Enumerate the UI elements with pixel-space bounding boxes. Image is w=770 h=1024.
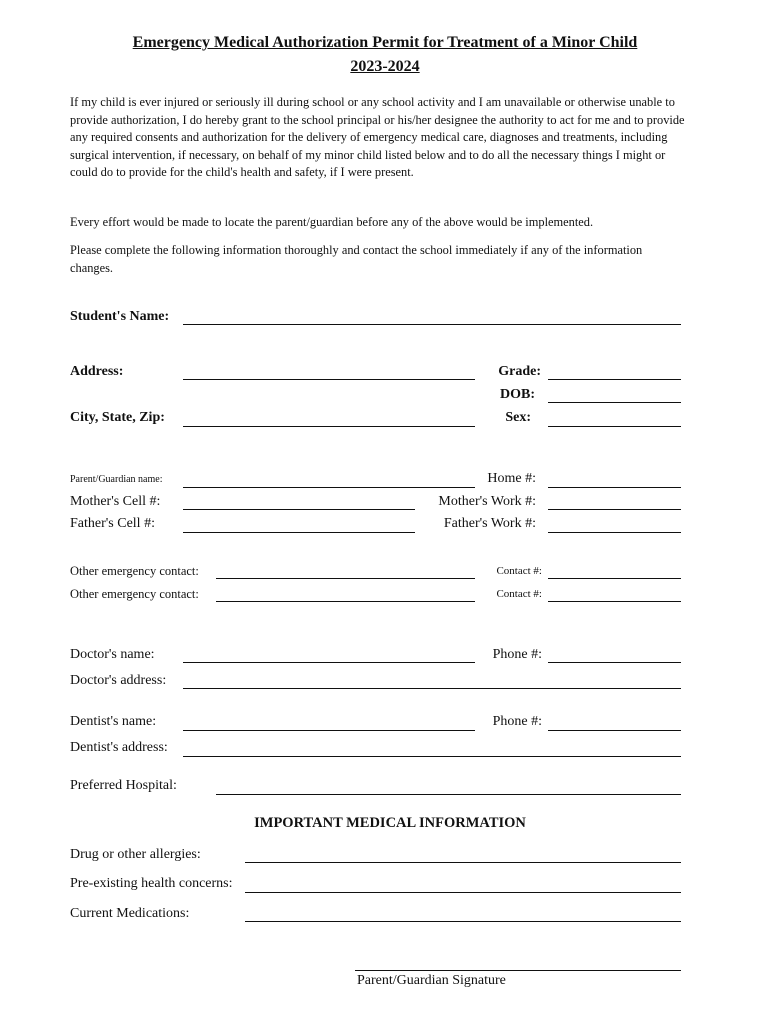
doctor-phone-field[interactable]: [548, 662, 681, 663]
mothers-cell-field[interactable]: [183, 509, 415, 510]
preferred-hospital-label: Preferred Hospital:: [70, 778, 177, 793]
other-emergency-contact-2-field[interactable]: [216, 601, 475, 602]
health-concerns-field[interactable]: [245, 892, 681, 893]
parent-guardian-name-field[interactable]: [183, 487, 475, 488]
mothers-cell-label: Mother's Cell #:: [70, 494, 161, 509]
allergies-field[interactable]: [245, 862, 681, 863]
contact-1-label: Contact #:: [496, 565, 542, 577]
address-field[interactable]: [183, 379, 475, 380]
dentists-name-label: Dentist's name:: [70, 714, 157, 729]
dob-label: DOB:: [500, 387, 535, 402]
medications-label: Current Medications:: [70, 906, 190, 921]
health-concerns-label: Pre-existing health concerns:: [70, 876, 233, 891]
doctors-name-field[interactable]: [183, 662, 475, 663]
dentists-address-label: Dentist's address:: [70, 740, 168, 755]
other-emergency-contact-1-label: Other emergency contact:: [70, 564, 199, 578]
home-phone-label: Home #:: [487, 471, 536, 486]
signature-label: Parent/Guardian Signature: [357, 973, 506, 988]
doctors-address-label: Doctor's address:: [70, 673, 167, 688]
medical-info-heading: IMPORTANT MEDICAL INFORMATION: [254, 815, 526, 831]
fathers-work-field[interactable]: [548, 532, 681, 533]
doctor-phone-label: Phone #:: [492, 647, 542, 662]
grade-field[interactable]: [548, 379, 681, 380]
city-state-zip-field[interactable]: [183, 426, 475, 427]
sex-field[interactable]: [548, 426, 681, 427]
dentists-address-field[interactable]: [183, 756, 681, 757]
student-name-field[interactable]: [183, 324, 681, 325]
fathers-cell-field[interactable]: [183, 532, 415, 533]
contact-1-field[interactable]: [548, 578, 681, 579]
doctors-address-field[interactable]: [183, 688, 681, 689]
fathers-cell-label: Father's Cell #:: [70, 516, 155, 531]
student-name-label: Student's Name:: [70, 309, 170, 324]
form-year: 2023-2024: [350, 58, 420, 75]
address-label: Address:: [70, 364, 124, 379]
preferred-hospital-field[interactable]: [216, 794, 681, 795]
grade-label: Grade:: [498, 364, 541, 379]
doctors-name-label: Doctor's name:: [70, 647, 155, 662]
city-state-zip-label: City, State, Zip:: [70, 410, 165, 425]
dob-field[interactable]: [548, 402, 681, 403]
parent-guardian-name-label: Parent/Guardian name:: [70, 474, 163, 485]
signature-field[interactable]: [355, 970, 681, 971]
other-emergency-contact-1-field[interactable]: [216, 578, 475, 579]
contact-2-field[interactable]: [548, 601, 681, 602]
other-emergency-contact-2-label: Other emergency contact:: [70, 587, 199, 601]
dentists-name-field[interactable]: [183, 730, 475, 731]
effort-paragraph: Every effort would be made to locate the parent/guardian before any of the above would be implemented.: [70, 215, 594, 229]
instructions-paragraph: Please complete the following information thoroughly and contact the school immediately if any of the information changes.: [70, 243, 643, 275]
form-title: Emergency Medical Authorization Permit for Treatment of a Minor Child: [132, 34, 638, 51]
fathers-work-label: Father's Work #:: [443, 516, 536, 531]
authorization-paragraph: If my child is ever injured or seriously ill during school or any school activity and I am unavailable or otherwise unable to provide authorization, I do hereby grant to the school principal or his/her designee the authority to act for me and to provide any required consents and authorization for the delivery of emergency medical care, diagnoses and treatments, including surgical intervention, if necessary, on behalf of my minor child listed below and to do all the necessary things I might or could do to provide for the child's health and safety, if I were present.: [70, 95, 685, 180]
home-phone-field[interactable]: [548, 487, 681, 488]
allergies-label: Drug or other allergies:: [70, 847, 201, 862]
medications-field[interactable]: [245, 921, 681, 922]
contact-2-label: Contact #:: [496, 588, 542, 600]
dentist-phone-field[interactable]: [548, 730, 681, 731]
sex-label: Sex:: [505, 410, 531, 425]
mothers-work-label: Mother's Work #:: [438, 494, 536, 509]
mothers-work-field[interactable]: [548, 509, 681, 510]
dentist-phone-label: Phone #:: [492, 714, 542, 729]
